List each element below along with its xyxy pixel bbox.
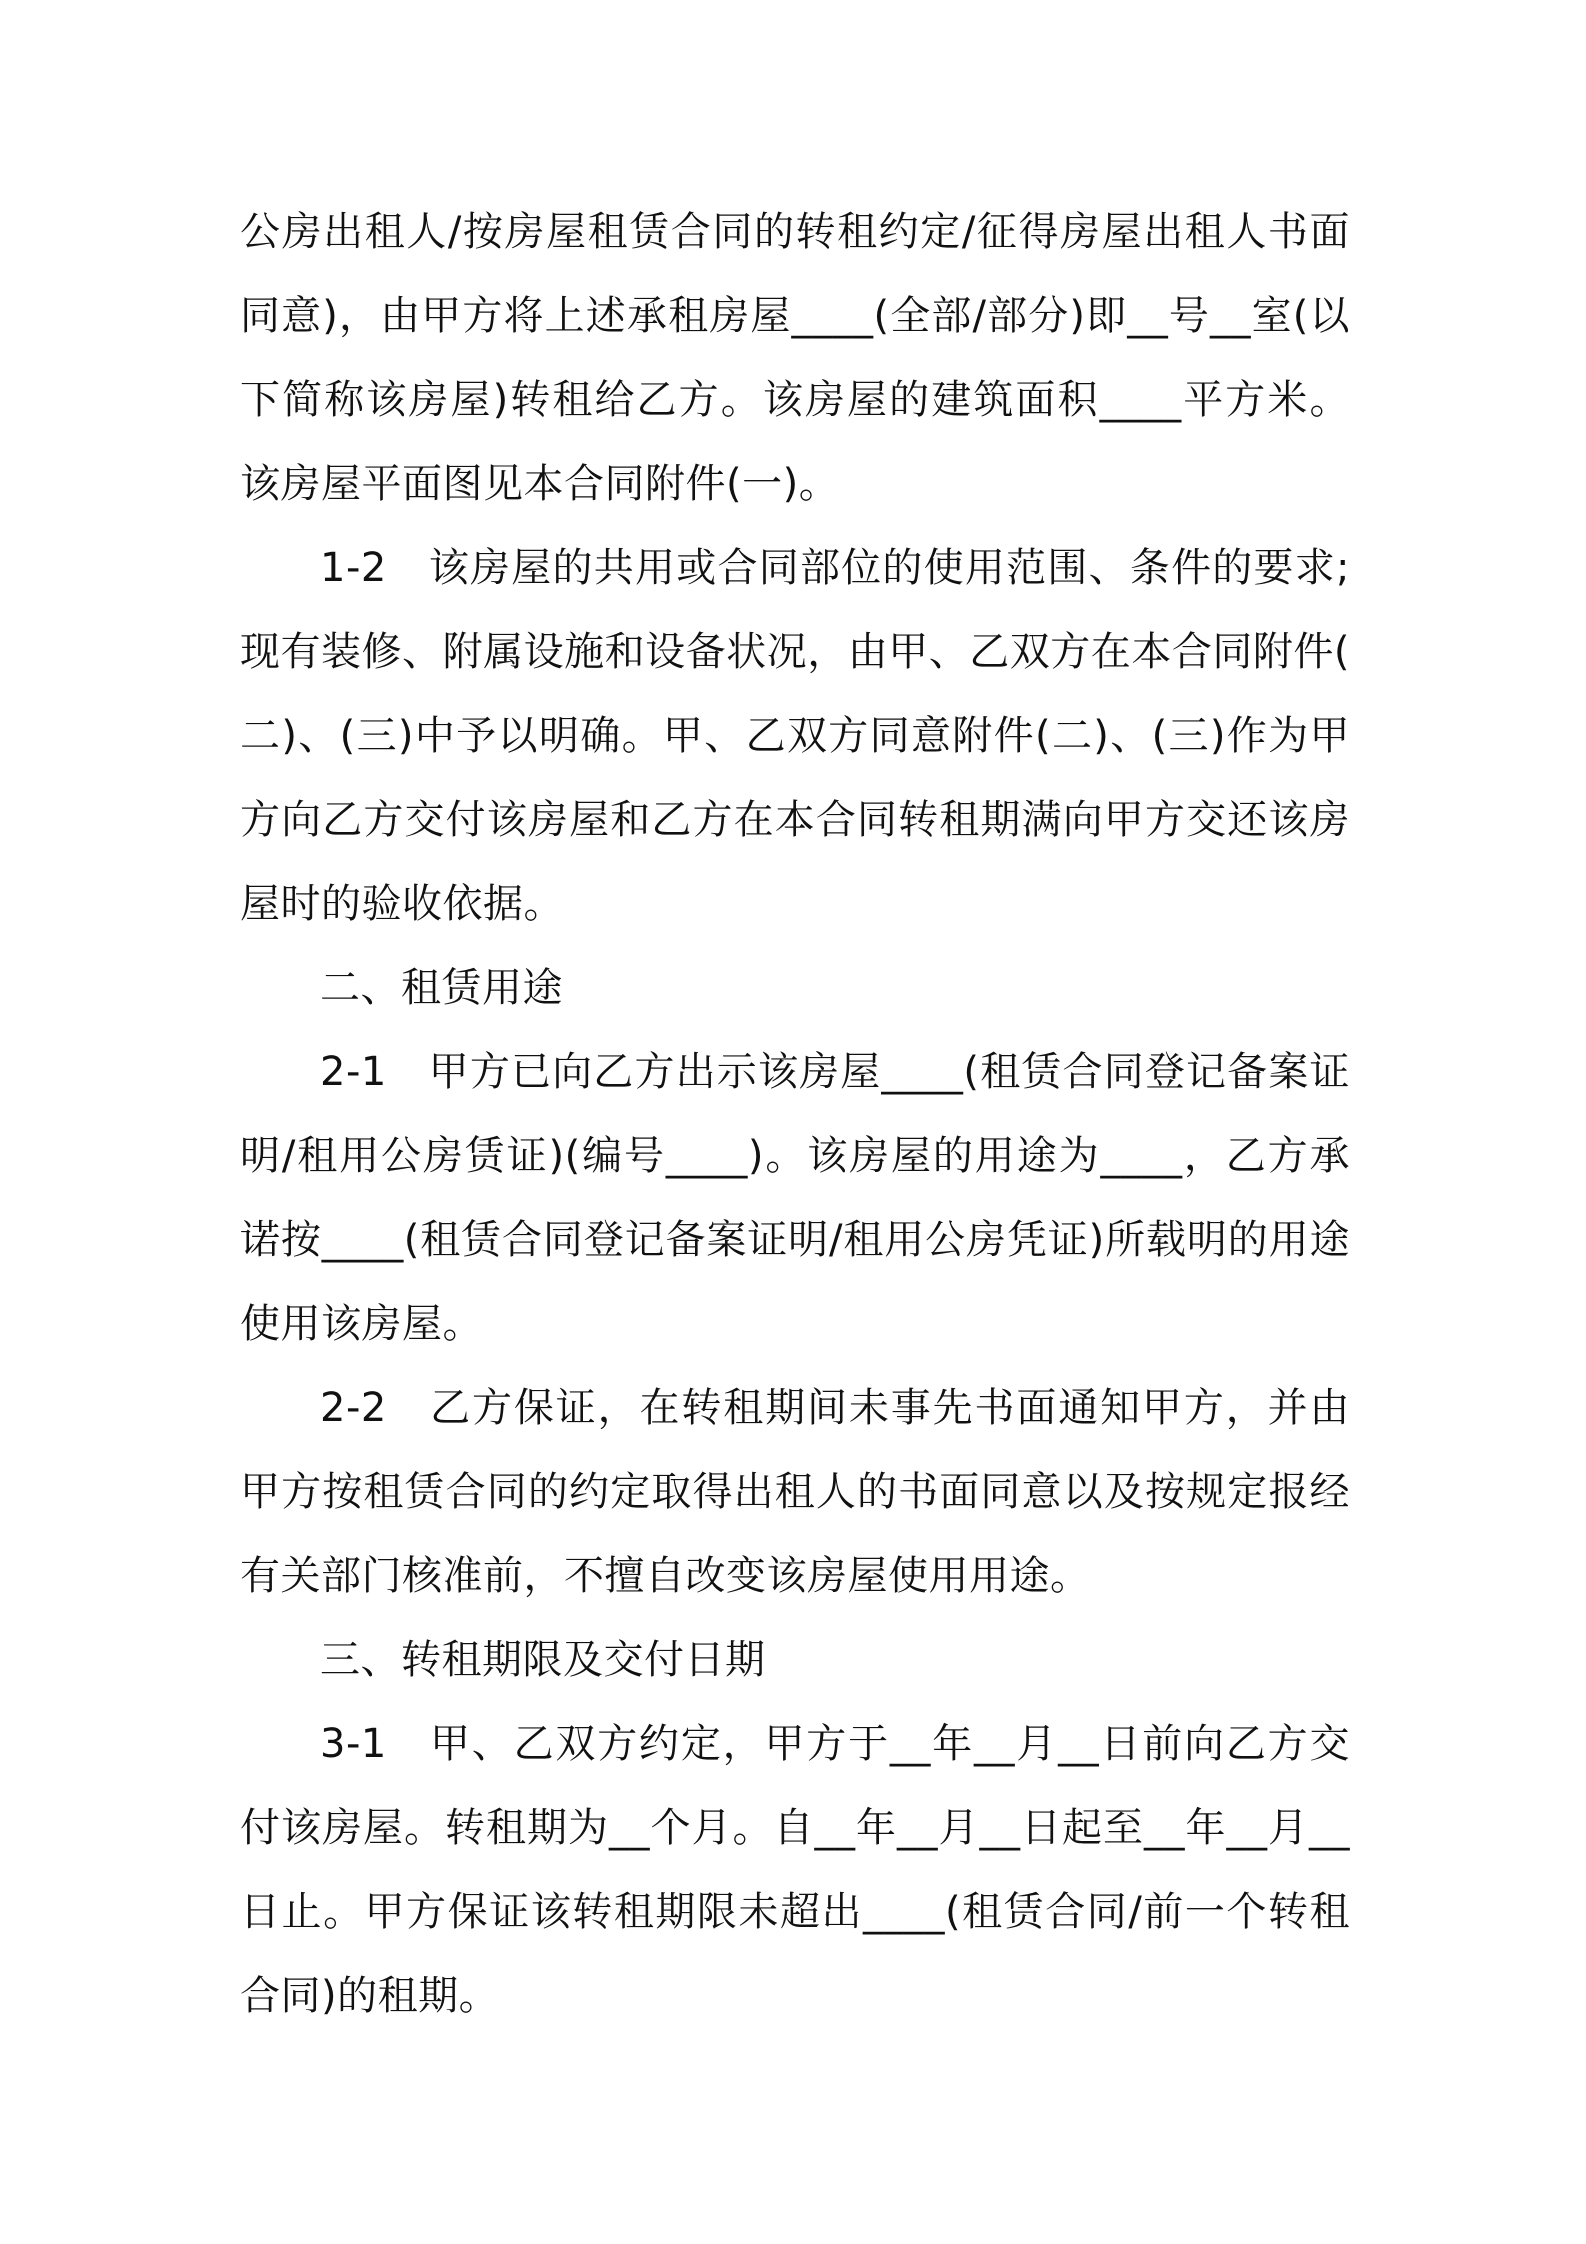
clause-2-2: 2-2 乙方保证，在转租期间未事先书面通知甲方，并由甲方按租赁合同的约定取得出租人的书面同意以及按规定报经有关部门核准前，不擅自改变该房屋使用用途。 [240, 1385, 1350, 1599]
clause-3-1: 3-1 甲、乙双方约定，甲方于__年__月__日前向乙方交付该房屋。转租期为__个月。自__年__月__日起至__年__月__日止。甲方保证该转租期限未超出____(租赁合同/前一个转租合同)的租期。 [240, 1721, 1350, 2019]
clause-1-2: 1-2 该房屋的共用或合同部位的使用范围、条件的要求;现有装修、附属设施和设备状况，由甲、乙双方在本合同附件(二)、(三)中予以明确。甲、乙双方同意附件(二)、(三)作为甲方向乙方交付该房屋和乙方在本合同转租期满向甲方交还该房屋时的验收依据。 [240, 545, 1350, 927]
clause-2-1: 2-1 甲方已向乙方出示该房屋____(租赁合同登记备案证明/租用公房赁证)(编号____)。该房屋的用途为____，乙方承诺按____(租赁合同登记备案证明/租用公房凭证)所载明的用途使用该房屋。 [240, 1049, 1350, 1347]
contract-body [240, 190, 1350, 2038]
section-heading-lease-purpose: 二、租赁用途 [320, 965, 563, 1011]
section-heading-term-and-delivery: 三、转租期限及交付日期 [320, 1637, 766, 1683]
paragraph-premises-description: 公房出租人/按房屋租赁合同的转租约定/征得房屋出租人书面同意)，由甲方将上述承租房屋____(全部/部分)即__号__室(以下简称该房屋)转租给乙方。该房屋的建筑面积____平方米。该房屋平面图见本合同附件(一)。 [240, 209, 1350, 507]
